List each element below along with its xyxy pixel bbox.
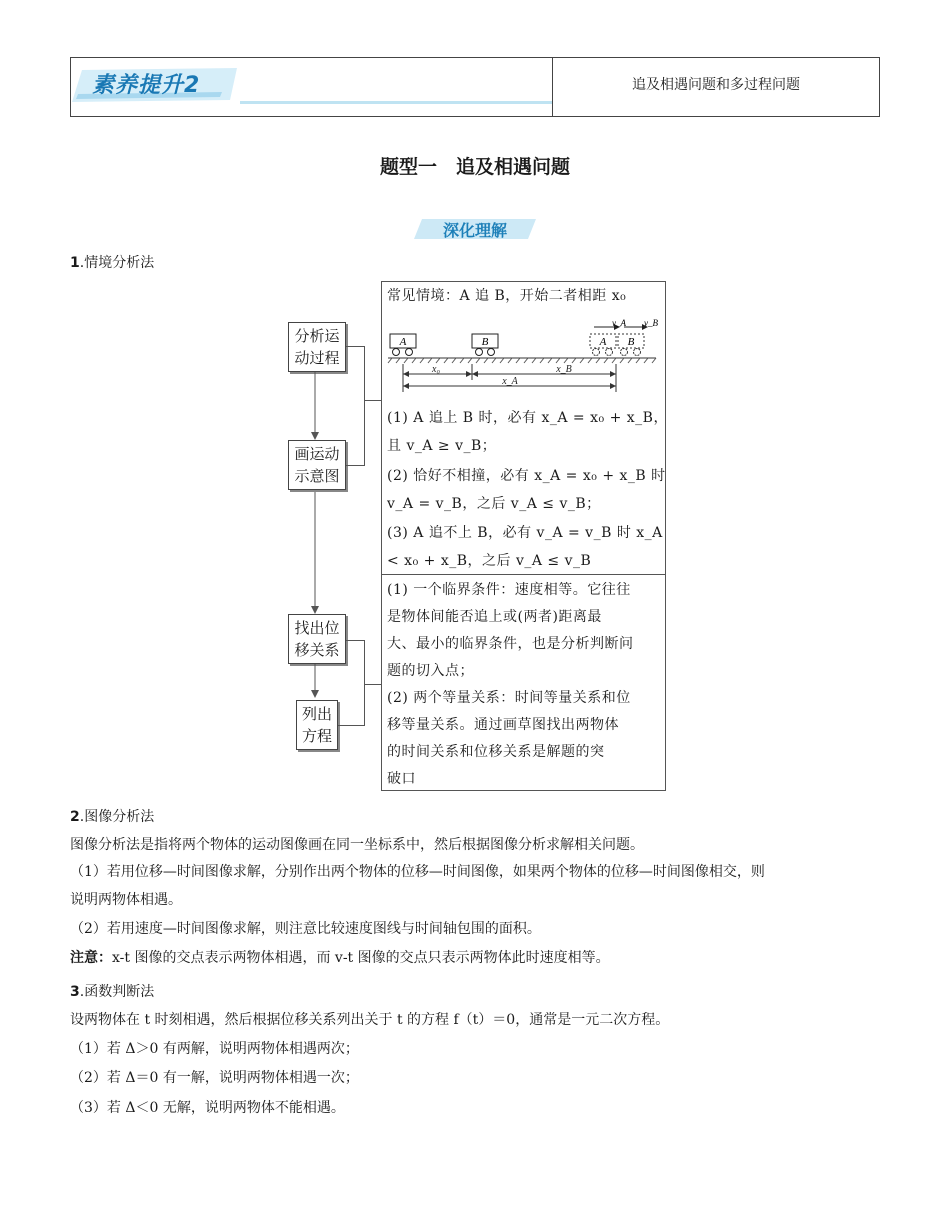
connector <box>346 640 364 641</box>
situation-line: (2) 恰好不相撞，必有 x_A = x₀ + x_B 时 <box>387 468 666 484</box>
vb-label: v_B <box>644 318 658 328</box>
ghost-b-label: B <box>627 336 635 348</box>
condition-line: (1) 一个临界条件：速度相等。它往往 <box>387 582 631 598</box>
va-label: v_A <box>612 318 626 328</box>
step-analyze-motion: 分析运动过程 <box>288 322 346 372</box>
condition-line: (2) 两个等量关系：时间等量关系和位 <box>387 690 631 706</box>
connector <box>364 400 382 401</box>
xa-label: x_A <box>502 376 518 387</box>
condition-line: 的时间关系和位移关系是解题的突 <box>387 744 605 760</box>
condition-line: 大、最小的临界条件，也是分析判断问 <box>387 636 634 652</box>
connector <box>346 346 364 347</box>
section3-line: （2）若 Δ＝0 有一解，说明两物体相遇一次； <box>70 1070 359 1086</box>
condition-line: 破口 <box>387 771 416 787</box>
condition-line: 是物体间能否追上或(两者)距离最 <box>387 609 602 625</box>
section3-line: （3）若 Δ＜0 无解，说明两物体不能相遇。 <box>70 1100 345 1116</box>
header-underline <box>240 101 552 104</box>
car-b-label: B <box>481 336 489 348</box>
section2-line: 图像分析法是指将两个物体的运动图像画在同一坐标系中，然后根据图像分析求解相关问题。 <box>70 837 644 853</box>
page-title: 题型一 追及相遇问题 <box>379 156 570 178</box>
section2-line: （1）若用位移—时间图像求解，分别作出两个物体的位移—时间图像，如果两个物体的位移—时间图像相交，则 <box>70 864 765 880</box>
header-topic: 追及相遇问题和多过程问题 <box>632 77 800 93</box>
xb-label: x_B <box>556 364 572 375</box>
situation-line: v_A = v_B，之后 v_A ≤ v_B； <box>387 496 601 512</box>
connector <box>346 465 364 466</box>
ghost-a-label: A <box>599 336 607 348</box>
situation-line: (1) A 追上 B 时，必有 x_A = x₀ + x_B， <box>387 410 668 426</box>
condition-line: 题的切入点； <box>387 663 474 679</box>
car-a-label: A <box>399 336 407 348</box>
section2-line: 说明两物体相遇。 <box>70 892 182 908</box>
situation-line: 且 v_A ≥ v_B； <box>387 438 497 454</box>
section3-line: （1）若 Δ＞0 有两解，说明两物体相遇两次； <box>70 1041 359 1057</box>
step-draw-diagram: 画运动示意图 <box>288 440 346 490</box>
flow-arrows <box>305 370 325 710</box>
section3-line: 设两物体在 t 时刻相遇，然后根据位移关系列出关于 t 的方程 f（t）＝0，通常是一元二次方程。 <box>70 1012 670 1028</box>
situation-line: (3) A 追不上 B，必有 v_A = v_B 时 x_A <box>387 525 663 541</box>
step-write-equation: 列出方程 <box>296 700 338 750</box>
situation-caption: 常见情境：A 追 B，开始二者相距 x₀ <box>387 288 627 304</box>
x0-label: x₀ <box>432 364 440 375</box>
section-badge: 素养提升2 <box>92 73 201 98</box>
section2-heading: 2.图像分析法 <box>70 809 155 825</box>
section-tag: 深化理解 <box>442 221 507 240</box>
section3-heading: 3.函数判断法 <box>70 984 155 1000</box>
connector <box>338 725 364 726</box>
situation-line: < x₀ + x_B，之后 v_A ≤ v_B <box>387 553 592 569</box>
section2-note: 注意：x-t 图像的交点表示两物体相遇，而 v-t 图像的交点只表示两物体此时速度相等。 <box>70 950 610 966</box>
condition-line: 移等量关系。通过画草图找出两物体 <box>387 717 619 733</box>
section2-line: （2）若用速度—时间图像求解，则注意比较速度图线与时间轴包围的面积。 <box>70 921 541 937</box>
connector <box>364 346 365 466</box>
section1-heading: 1.情境分析法 <box>70 255 155 271</box>
connector <box>364 684 382 685</box>
connector <box>364 640 365 726</box>
step-find-displacement: 找出位移关系 <box>288 614 346 664</box>
chase-figure <box>384 316 664 396</box>
